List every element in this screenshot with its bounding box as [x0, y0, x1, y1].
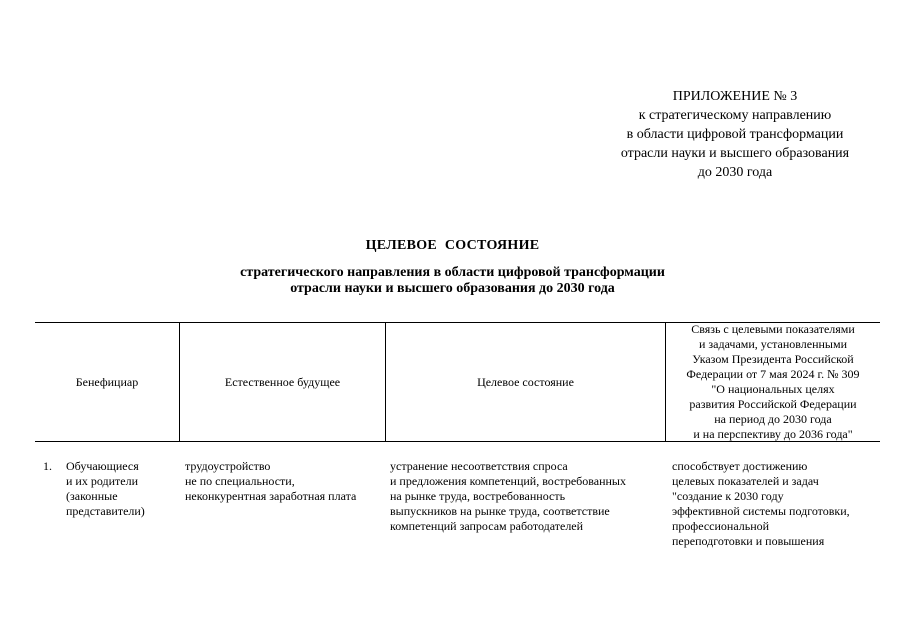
cell-line: целевых показателей и задач	[672, 474, 819, 488]
appendix-line: до 2030 года	[697, 165, 773, 180]
row-natural-future	[185, 459, 356, 504]
header-link-line: Связь с целевыми показателями	[691, 322, 855, 336]
appendix-line: в области цифровой трансформации	[626, 127, 844, 142]
cell-line: Обучающиеся	[66, 459, 139, 473]
header-link-line: Указом Президента Российской	[692, 352, 854, 366]
subtitle-line: стратегического направления в области цифровой трансформации	[240, 265, 665, 280]
cell-line: переподготовки и повышения	[672, 534, 825, 548]
subtitle-line: отрасли науки и высшего образования до 2030 года	[290, 281, 615, 296]
appendix-block	[590, 87, 880, 182]
cell-line: и их родители	[66, 474, 139, 488]
cell-line: трудоустройство	[185, 459, 271, 473]
cell-line: компетенций запросам работодателей	[390, 519, 584, 533]
header-link-line: на период до 2030 года	[714, 412, 832, 426]
header-natural-future: Естественное будущее	[224, 374, 341, 389]
cell-line: представители)	[66, 504, 145, 518]
header-link-to-targets	[666, 323, 880, 441]
appendix-line: ПРИЛОЖЕНИЕ № 3	[672, 89, 798, 104]
header-link-line: Федерации от 7 мая 2024 г. № 309	[686, 367, 860, 381]
cell-line: профессиональной	[672, 519, 770, 533]
appendix-line: к стратегическому направлению	[638, 108, 832, 123]
header-link-line: развития Российской Федерации	[689, 397, 857, 411]
cell-line: и предложения компетенций, востребованных	[390, 474, 626, 488]
cell-line: эффективной системы подготовки,	[672, 504, 850, 518]
row-target-state	[390, 459, 626, 534]
row-link-to-targets	[672, 459, 850, 549]
header-link-line: "О национальных целях	[711, 382, 835, 396]
cell-line: устранение несоответствия спроса	[390, 459, 568, 473]
header-link-line: и на перспективу до 2036 года"	[693, 427, 853, 441]
cell-line: выпускников на рынке труда, соответствие	[390, 504, 610, 518]
header-target-state: Целевое состояние	[477, 374, 574, 389]
header-beneficiary: Бенефициар	[75, 374, 139, 389]
appendix-line: отрасли науки и высшего образования	[620, 146, 850, 161]
cell-line: способствует достижению	[672, 459, 808, 473]
document-subtitle	[0, 265, 905, 297]
document-title: ЦЕЛЕВОЕ СОСТОЯНИЕ	[365, 238, 540, 253]
cell-line: "создание к 2030 году	[672, 489, 784, 503]
header-link-line: и задачами, установленными	[698, 337, 848, 351]
cell-line: неконкурентная заработная плата	[185, 489, 357, 503]
cell-line: на рынке труда, востребованность	[390, 489, 566, 503]
row-number: 1.	[43, 459, 52, 473]
cell-line: не по специальности,	[185, 474, 295, 488]
cell-line: (законные	[66, 489, 118, 503]
row-beneficiary	[66, 459, 145, 519]
